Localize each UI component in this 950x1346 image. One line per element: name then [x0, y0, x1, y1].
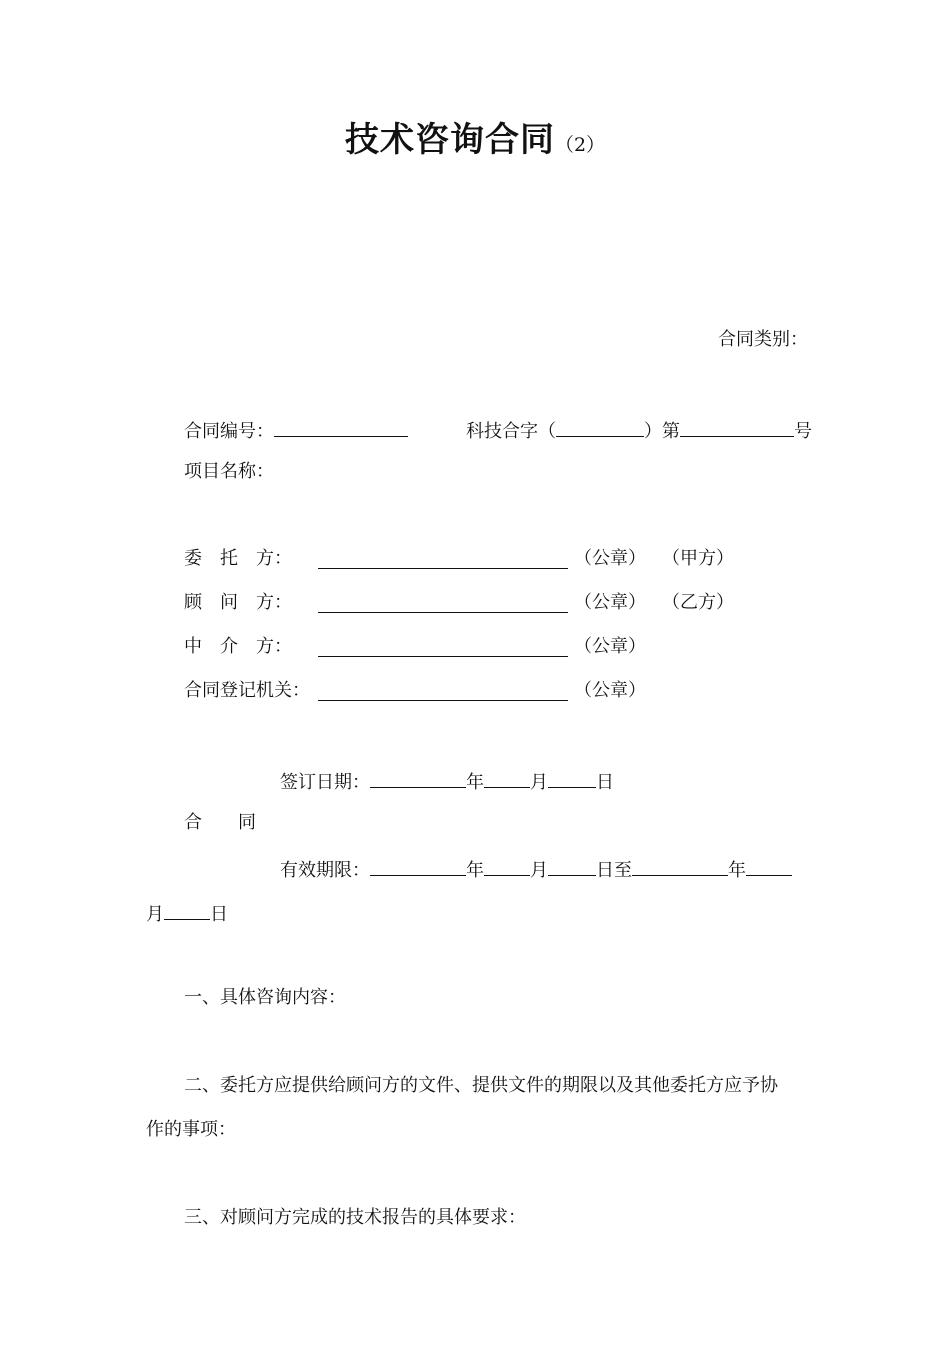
party-client-role: （甲方）	[662, 548, 734, 569]
party-consultant-label: 顾 问 方：	[184, 592, 292, 613]
party-consultant-seal: （公章）	[574, 592, 646, 613]
validity-day-to: 日至	[596, 860, 632, 881]
tech-code-mid: ）第	[644, 421, 680, 442]
registration-authority-seal: （公章）	[574, 680, 646, 701]
validity-end-day-unit: 日	[210, 904, 228, 925]
document-title	[0, 118, 950, 168]
validity-start-year-blank[interactable]	[370, 855, 466, 876]
validity-start-month-blank[interactable]	[484, 855, 530, 876]
party-intermediary-label: 中 介 方：	[184, 636, 292, 657]
validity-end-day-blank[interactable]	[164, 899, 210, 920]
validity-end-month-blank[interactable]	[746, 855, 792, 876]
contract-number-row	[184, 416, 408, 444]
validity-end-year-unit: 年	[728, 860, 746, 881]
signing-year-blank[interactable]	[370, 767, 466, 788]
signing-date-row	[280, 767, 614, 795]
validity-start-year-unit: 年	[466, 860, 484, 881]
party-client-label: 委 托 方：	[184, 548, 292, 569]
section-2-heading: 二、委托方应提供给顾问方的文件、提供文件的期限以及其他委托方应予协	[184, 1075, 778, 1096]
project-name-label: 项目名称：	[184, 461, 274, 482]
tech-code-year-blank[interactable]	[556, 416, 644, 437]
validity-end-year-blank[interactable]	[632, 855, 728, 876]
tech-code-prefix: 科技合字（	[466, 421, 556, 442]
validity-row-continued	[146, 899, 228, 927]
tech-code-suffix: 号	[794, 421, 812, 442]
title-main: 技术咨询合同	[344, 120, 555, 160]
signing-month-unit: 月	[530, 772, 548, 793]
party-consultant-role: （乙方）	[662, 592, 734, 613]
signing-day-blank[interactable]	[548, 767, 596, 788]
validity-start-day-blank[interactable]	[548, 855, 596, 876]
party-intermediary-seal: （公章）	[574, 636, 646, 657]
signing-month-blank[interactable]	[484, 767, 530, 788]
registration-authority-blank[interactable]	[318, 700, 568, 701]
validity-end-month-unit: 月	[146, 904, 164, 925]
party-intermediary-blank[interactable]	[318, 656, 568, 657]
contract-number-blank[interactable]	[274, 416, 408, 437]
signing-date-label: 签订日期：	[280, 772, 370, 793]
validity-row	[280, 855, 792, 883]
party-client-seal: （公章）	[574, 548, 646, 569]
tech-contract-code-row	[466, 416, 812, 444]
party-consultant-blank[interactable]	[318, 612, 568, 613]
contract-number-label: 合同编号：	[184, 421, 274, 442]
party-client-blank[interactable]	[318, 568, 568, 569]
validity-label: 有效期限：	[280, 860, 370, 881]
validity-start-month-unit: 月	[530, 860, 548, 881]
signing-day-unit: 日	[596, 772, 614, 793]
section-3-heading: 三、对顾问方完成的技术报告的具体要求：	[184, 1207, 526, 1228]
tech-code-number-blank[interactable]	[680, 416, 794, 437]
contract-category-label: 合同类别：	[718, 329, 808, 350]
signing-year-unit: 年	[466, 772, 484, 793]
contract-side-label: 合 同	[184, 812, 256, 833]
section-1-heading: 一、具体咨询内容：	[184, 987, 346, 1008]
section-2-heading-cont: 作的事项：	[146, 1119, 236, 1140]
title-sub: （2）	[554, 134, 606, 156]
registration-authority-label: 合同登记机关：	[184, 680, 310, 701]
